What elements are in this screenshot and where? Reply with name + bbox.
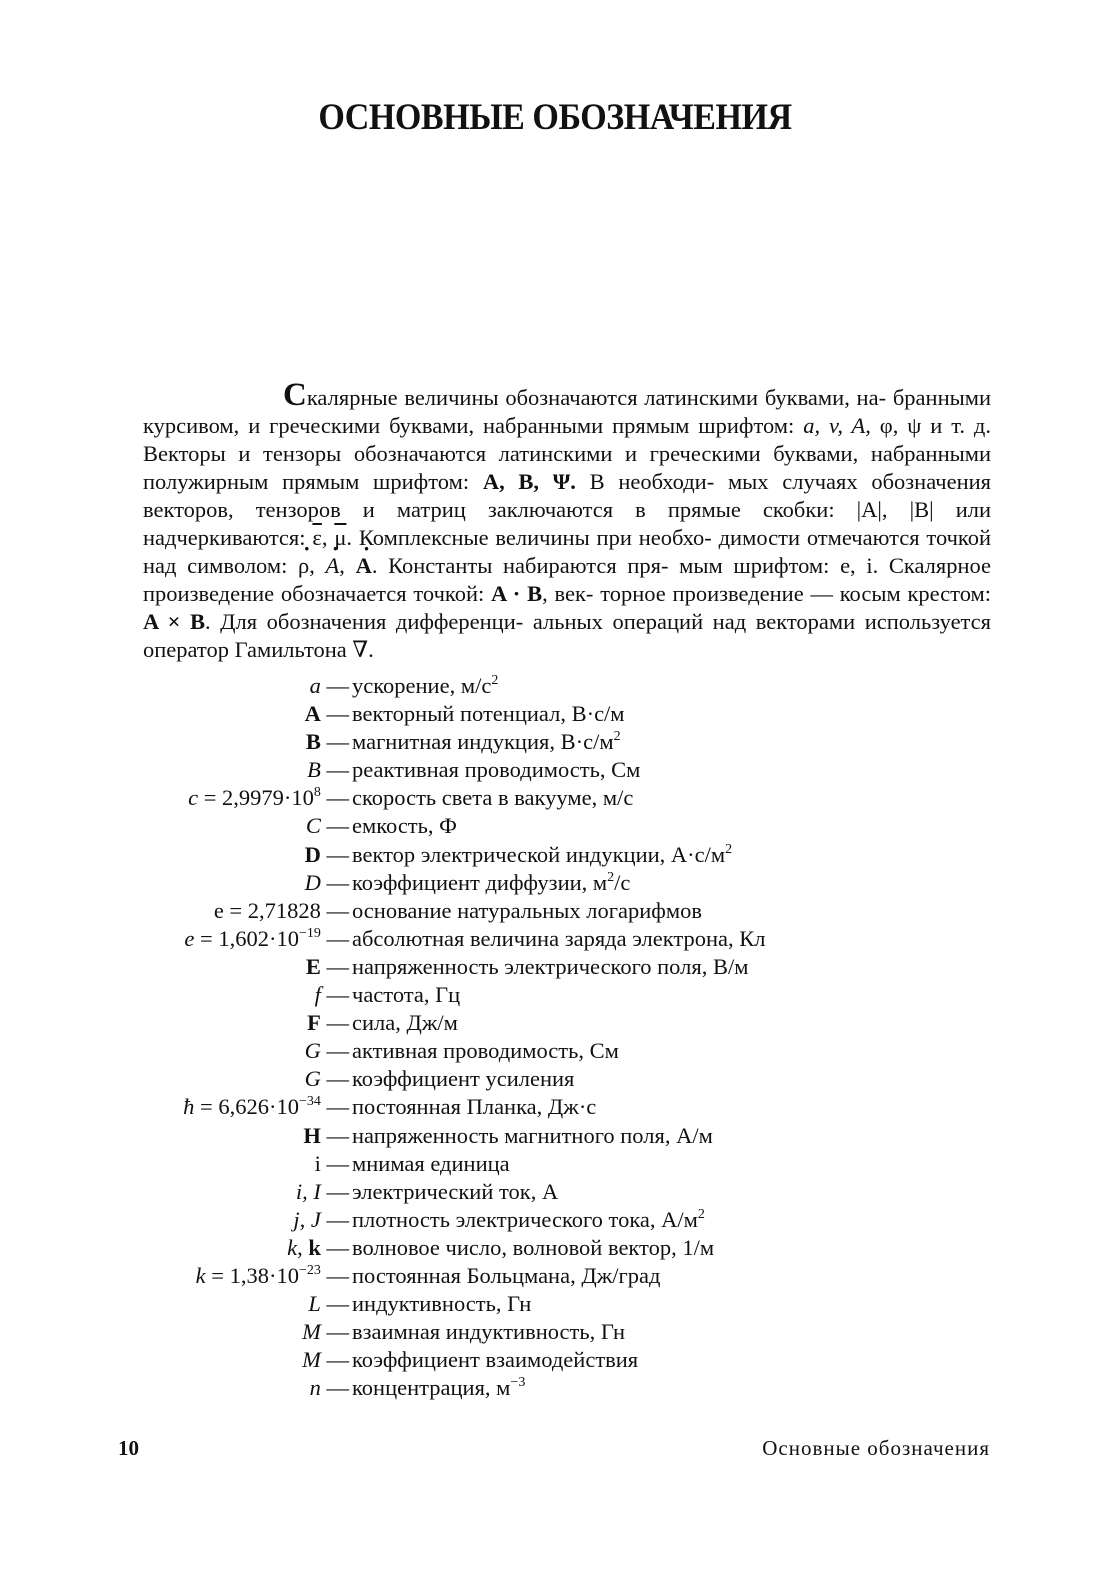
- notation-row: [0, 1150, 1110, 1178]
- notation-row: [0, 1318, 1110, 1346]
- notation-row: [0, 1346, 1110, 1374]
- notation-symbol: F —: [307, 1010, 349, 1036]
- notation-row: [0, 1065, 1110, 1093]
- notation-row: [0, 1262, 1110, 1290]
- notation-row: [0, 728, 1110, 756]
- notation-description: емкость, Ф: [352, 813, 457, 839]
- notation-row: [0, 672, 1110, 700]
- notation-symbol: e = 2,71828 —: [213, 897, 349, 923]
- notation-symbol: k, k —: [287, 1234, 349, 1260]
- notation-symbol: A —: [304, 701, 349, 727]
- notation-description: мнимая единица: [352, 1150, 510, 1176]
- notation-symbol: G —: [304, 1038, 349, 1064]
- notation-description: концентрация, $м^{-3}$: [352, 1375, 526, 1401]
- notation-row: [0, 841, 1110, 869]
- notation-row: [0, 981, 1110, 1009]
- notation-symbol: ħ = $6,626\cdot 10^{-34}$ —: [183, 1094, 349, 1120]
- notation-symbol: $e = 1,602\cdot 10^{-19}$ —: [184, 925, 349, 951]
- notation-description: основание натуральных логарифмов: [352, 897, 702, 923]
- notation-description: индуктивность, Гн: [352, 1291, 532, 1317]
- notation-row: [0, 812, 1110, 840]
- notation-symbol: E —: [305, 953, 349, 979]
- notation-description: напряженность электрического поля, В/м: [352, 953, 749, 979]
- notation-row: [0, 1234, 1110, 1262]
- page-title: ОСНОВНЫЕ ОБОЗНАЧЕНИЯ: [318, 97, 792, 138]
- notation-symbol: i, I —: [295, 1178, 349, 1204]
- notation-row: [0, 1009, 1110, 1037]
- notation-row: [0, 700, 1110, 728]
- drop-cap: С: [283, 377, 307, 413]
- notation-row: [0, 1093, 1110, 1121]
- notation-description: постоянная Больцмана, Дж/град: [352, 1262, 661, 1288]
- notation-symbol: G —: [304, 1066, 349, 1092]
- notation-description: коэффициент взаимодействия: [352, 1347, 639, 1373]
- notation-symbol: f —: [314, 982, 349, 1008]
- notation-row: [0, 953, 1110, 981]
- notation-description: активная проводимость, См: [352, 1038, 619, 1064]
- notation-row: [0, 1178, 1110, 1206]
- notation-description: коэффициент диффузии, $м^2/с$: [352, 869, 631, 895]
- notation-description: взаимная индуктивность, Гн: [352, 1319, 626, 1345]
- notation-symbol: M —: [302, 1319, 349, 1345]
- notation-description: волновое число, волновой вектор, 1/м: [352, 1234, 715, 1260]
- running-title: Основные обозначения: [762, 1436, 990, 1460]
- notation-row: [0, 869, 1110, 897]
- notation-row: [0, 784, 1110, 812]
- notation-symbol: B —: [307, 757, 349, 783]
- notation-description: сила, Дж/м: [352, 1010, 458, 1036]
- notation-symbol: H —: [303, 1122, 349, 1148]
- notation-description: скорость света в вакууме, м/с: [352, 785, 634, 811]
- notation-row: [0, 1037, 1110, 1065]
- notation-symbol: j, J —: [293, 1206, 349, 1232]
- notation-row: [0, 1206, 1110, 1234]
- notation-symbol: D —: [304, 841, 349, 867]
- notation-list: [0, 672, 1110, 1402]
- notation-symbol: C —: [305, 813, 349, 839]
- notation-description: электрический ток, А: [352, 1178, 559, 1204]
- notation-symbol: n —: [309, 1375, 349, 1401]
- notation-description: частота, Гц: [352, 982, 461, 1008]
- notation-description: постоянная Планка, Дж·с: [352, 1094, 597, 1120]
- intro-paragraph: Скалярные величины обозначаются латинскими буквами, на- бранными курсивом, и греческими буквами, набранными прямым шрифтом: a, v, A, φ, ψ и т. д. Векторы и тензоры обозначаются латинскими и греческими буквами, набранными полужирным прямым шрифтом: A, B, Ψ. В необходи- мых случаях обозначения векторов, тензоров и матриц заключаются в прямые скобки: |A|, |B| или надчеркиваются: $\overline{\varepsilon}$, $\overline{\mu}$. Комплексные величины при необхо- димости отмечаются точкой над символом: · ρ, · A, · A. Константы набираются пря- мым шрифтом: e, i. Скалярное произведение обозначается точкой: A · B, век- торное произведение — косым крестом: A × B. Для обозначения дифференци- альных операций над векторами используется оператор Гамильтона ∇.: [143, 384, 991, 664]
- notation-description: векторный потенциал, В·с/м: [352, 701, 625, 727]
- notation-description: абсолютная величина заряда электрона, Кл: [352, 925, 766, 951]
- notation-row: [0, 1122, 1110, 1150]
- notation-description: плотность электрического тока, $А/м^2$: [352, 1206, 705, 1232]
- notation-description: вектор электрической индукции, $А\cdot с/м^2$: [352, 841, 733, 867]
- notation-description: коэффициент усиления: [352, 1066, 575, 1092]
- notation-symbol: L —: [308, 1291, 349, 1317]
- notation-symbol: D —: [304, 869, 349, 895]
- notation-description: напряженность магнитного поля, А/м: [352, 1122, 713, 1148]
- notation-symbol: B —: [305, 729, 349, 755]
- notation-symbol: M —: [302, 1347, 349, 1373]
- notation-description: ускорение, $м/с^2$: [352, 673, 499, 698]
- notation-row: [0, 756, 1110, 784]
- notation-symbol: i —: [314, 1150, 349, 1176]
- notation-row: [0, 925, 1110, 953]
- notation-symbol: $c = 2,9979\cdot 10^8$ —: [188, 785, 349, 811]
- notation-description: реактивная проводимость, См: [352, 757, 641, 783]
- notation-symbol: $k = 1,38\cdot 10^{-23}$ —: [195, 1262, 349, 1288]
- notation-row: [0, 1290, 1110, 1318]
- notation-description: магнитная индукция, $В\cdot с/м^2$: [352, 729, 621, 755]
- page-number: 10: [118, 1436, 139, 1460]
- notation-row: [0, 897, 1110, 925]
- notation-row: [0, 1374, 1110, 1402]
- notation-symbol: a —: [309, 673, 349, 698]
